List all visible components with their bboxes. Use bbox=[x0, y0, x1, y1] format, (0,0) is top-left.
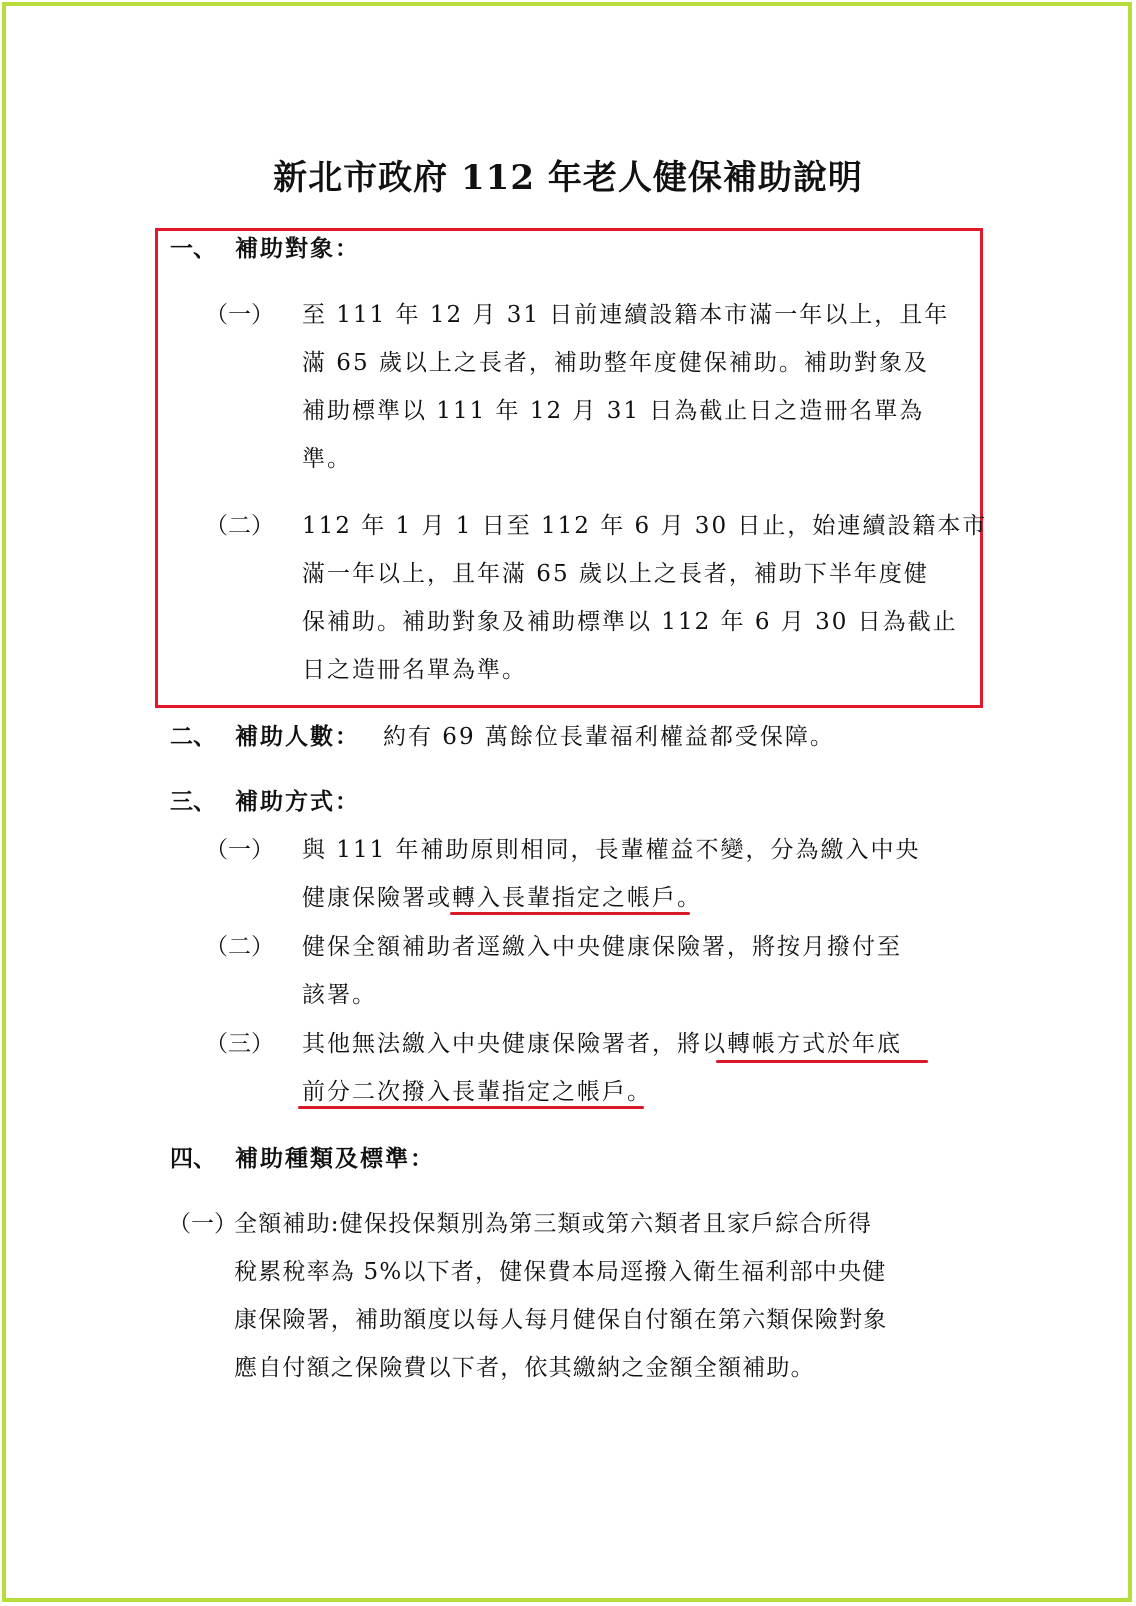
section-3-heading: 補助方式： bbox=[235, 788, 360, 815]
section-1-heading: 補助對象： bbox=[235, 235, 360, 262]
section-1-item-1-number: （一） bbox=[205, 302, 274, 328]
section-1-number: 一、 bbox=[170, 235, 216, 262]
section-3-item-2-line-2: 該署。 bbox=[302, 982, 377, 1008]
document-title: 新北市政府 112 年老人健保補助說明 bbox=[273, 158, 863, 198]
section-3-item-3-number: （三） bbox=[205, 1031, 274, 1057]
section-1-item-2-line-2: 滿一年以上，且年滿 65 歲以上之長者，補助下半年度健 bbox=[302, 561, 929, 587]
underline-1 bbox=[450, 912, 690, 915]
section-1-item-2-line-4: 日之造冊名單為準。 bbox=[302, 657, 527, 683]
section-1-item-2-number: （二） bbox=[205, 513, 274, 539]
section-1-item-1-line-4: 準。 bbox=[302, 446, 352, 472]
section-4-item-1-number: （一） bbox=[168, 1211, 237, 1237]
section-4-heading: 補助種類及標準： bbox=[235, 1145, 435, 1172]
section-3-item-2-line-1: 健保全額補助者逕繳入中央健康保險署，將按月撥付至 bbox=[302, 934, 902, 960]
section-4-item-1-line-2: 稅累稅率為 5%以下者，健保費本局逕撥入衛生福利部中央健 bbox=[234, 1259, 887, 1285]
section-3-item-1-line-1: 與 111 年補助原則相同，長輩權益不變，分為繳入中央 bbox=[302, 837, 921, 863]
section-4-item-1-line-3: 康保險署，補助額度以每人每月健保自付額在第六類保險對象 bbox=[234, 1307, 888, 1333]
section-1-item-2-line-1: 112 年 1 月 1 日至 112 年 6 月 30 日止，始連續設籍本市 bbox=[302, 513, 988, 539]
section-4-item-1-line-4: 應自付額之保險費以下者，依其繳納之金額全額補助。 bbox=[234, 1355, 815, 1381]
underline-3 bbox=[298, 1106, 644, 1109]
section-2-number: 二、 bbox=[170, 723, 216, 750]
underline-2 bbox=[716, 1060, 928, 1063]
section-3-item-1-number: （一） bbox=[205, 837, 274, 863]
section-1-item-1-line-3: 補助標準以 111 年 12 月 31 日為截止日之造冊名單為 bbox=[302, 398, 925, 424]
section-2-text: 約有 69 萬餘位長輩福利權益都受保障。 bbox=[383, 724, 835, 750]
section-3-item-1-line-2: 健康保險署或轉入長輩指定之帳戶。 bbox=[302, 885, 702, 911]
section-3-number: 三、 bbox=[170, 788, 216, 815]
section-3-item-2-number: （二） bbox=[205, 934, 274, 960]
section-4-item-1-line-1: 全額補助:健保投保類別為第三類或第六類者且家戶綜合所得 bbox=[234, 1211, 873, 1237]
section-2-heading: 補助人數： bbox=[235, 723, 360, 750]
section-3-item-3-line-1: 其他無法繳入中央健康保險署者，將以轉帳方式於年底 bbox=[302, 1031, 902, 1057]
section-1-item-1-line-1: 至 111 年 12 月 31 日前連續設籍本市滿一年以上，且年 bbox=[302, 302, 950, 328]
section-1-item-1-line-2: 滿 65 歲以上之長者，補助整年度健保補助。補助對象及 bbox=[302, 350, 929, 376]
section-3-item-3-line-2: 前分二次撥入長輩指定之帳戶。 bbox=[302, 1079, 652, 1105]
section-1-item-2-line-3: 保補助。補助對象及補助標準以 112 年 6 月 30 日為截止 bbox=[302, 609, 958, 635]
section-4-number: 四、 bbox=[170, 1145, 216, 1172]
